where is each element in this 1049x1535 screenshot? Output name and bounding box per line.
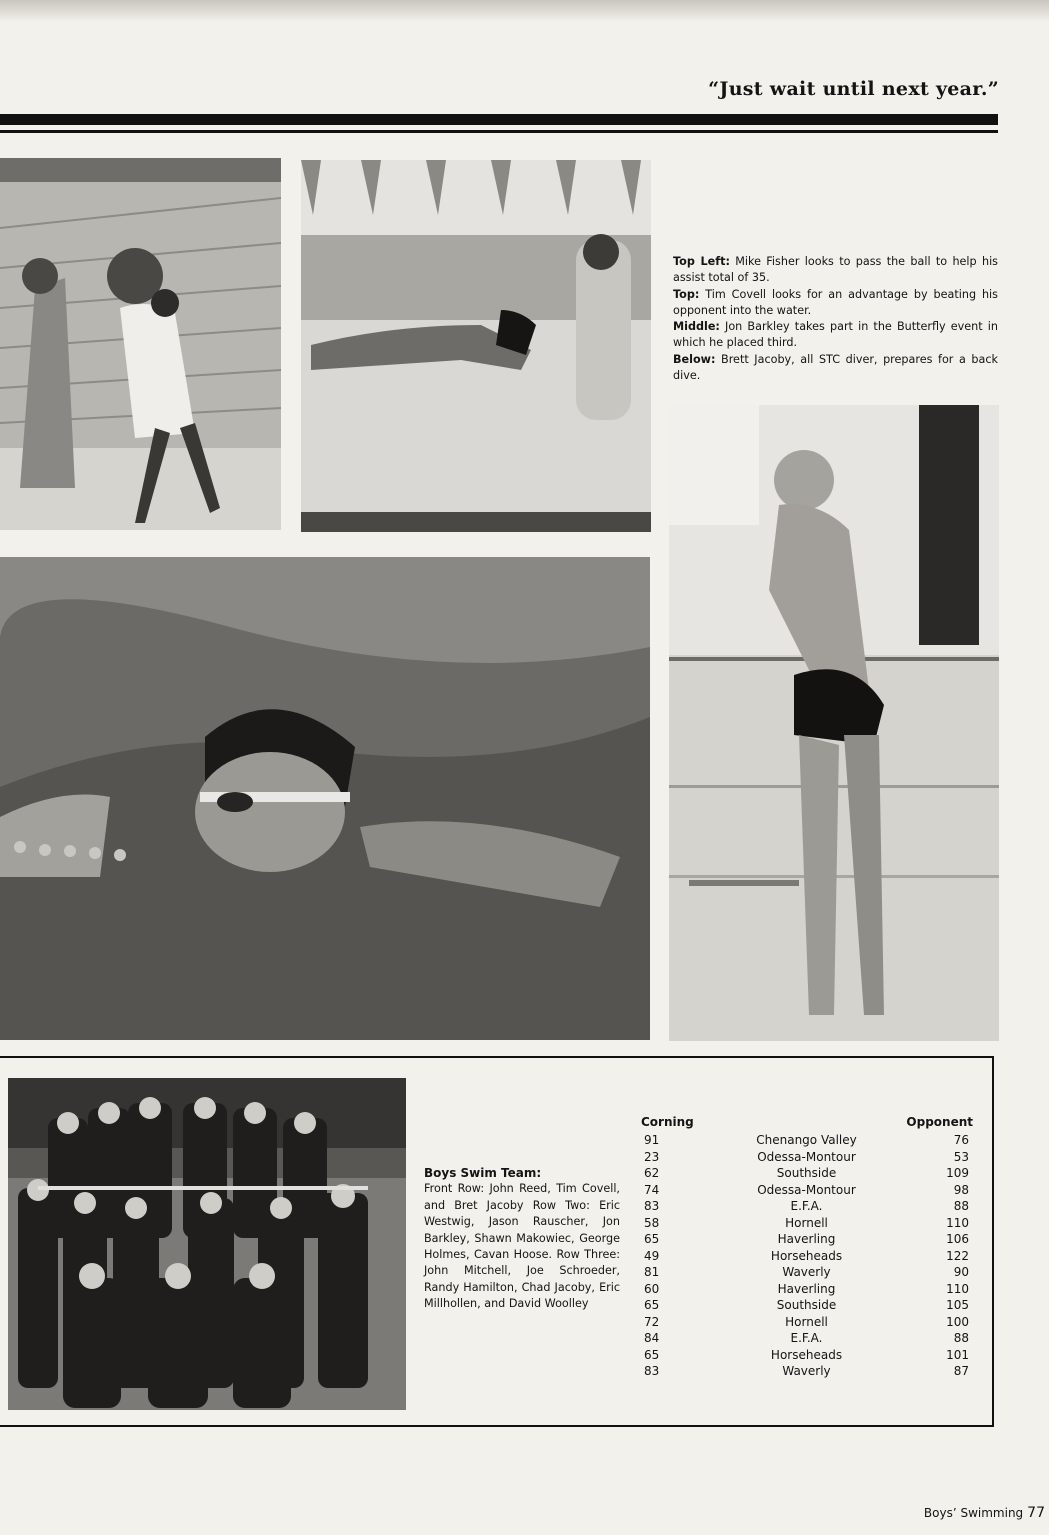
page-edge-shadow <box>0 0 1049 22</box>
opponent-name: Waverly <box>782 1265 831 1279</box>
corning-score: 84 <box>644 1331 660 1345</box>
opponent-name: E.F.A. <box>790 1331 823 1345</box>
opponent-name: Horseheads <box>770 1347 843 1362</box>
corning-score: 49 <box>644 1248 660 1263</box>
schedule-row <box>641 1231 973 1248</box>
opponent-name: Odessa-Montour <box>757 1149 856 1164</box>
schedule-row <box>641 1264 973 1281</box>
caption-text: Jon Barkley takes part in the Butterfly event in which he placed third. <box>673 320 998 350</box>
caption-top-left <box>673 254 998 287</box>
opponent-score: 105 <box>946 1298 969 1312</box>
opponent-score: 101 <box>946 1347 969 1362</box>
schedule-row <box>641 1248 973 1265</box>
schedule-row <box>641 1165 973 1182</box>
caption-label: Middle: <box>673 320 720 334</box>
page-headline: “Just wait until next year.” <box>708 78 999 100</box>
caption-text: Mike Fisher looks to pass the ball to help his assist total of 35. <box>673 255 999 285</box>
opponent-name: Waverly <box>782 1364 831 1378</box>
opponent-name: Southside <box>776 1298 837 1312</box>
schedule-row <box>641 1132 973 1149</box>
team-caption-text: Front Row: John Reed, Tim Covell, and Bret Jacoby Row Two: Eric Westwig, Jason Rauscher, Jon Barkley, Shawn Makowiec, George Holmes, Cavan Hoose. Row Three: John Mitchell, Joe Schroeder, Randy Hamilton, Chad Jacoby, Eric Millhollen, and David Woolley <box>424 1182 620 1311</box>
schedule-row <box>641 1297 973 1314</box>
opponent-score: 98 <box>953 1182 969 1197</box>
schedule-row <box>641 1314 973 1331</box>
opponent-score: 88 <box>953 1331 969 1345</box>
corning-score: 65 <box>644 1232 660 1246</box>
page-footer <box>924 1505 1045 1521</box>
opponent-name: Haverling <box>777 1281 836 1296</box>
schedule-row <box>641 1363 973 1380</box>
corning-score: 83 <box>644 1199 660 1213</box>
opponent-score: 100 <box>946 1314 969 1329</box>
dive-start-photo <box>301 160 651 532</box>
opponent-score: 109 <box>946 1166 969 1180</box>
corning-header: Corning <box>641 1115 694 1129</box>
caption-top <box>673 287 998 320</box>
opponent-score: 53 <box>953 1149 969 1164</box>
opponent-score: 110 <box>946 1281 969 1296</box>
opponent-header: Opponent <box>906 1115 973 1129</box>
caption-text: Brett Jacoby, all STC diver, prepares for a back dive. <box>673 352 998 383</box>
schedule-header <box>641 1115 973 1132</box>
schedule-row <box>641 1330 973 1347</box>
corning-score: 65 <box>644 1298 660 1312</box>
schedule-row <box>641 1215 973 1232</box>
caption-text: Tim Covell looks for an advantage by beating his opponent into the water. <box>673 287 998 317</box>
corning-score: 65 <box>644 1347 660 1362</box>
corning-score: 60 <box>644 1281 660 1296</box>
opponent-score: 88 <box>953 1199 969 1213</box>
opponent-score: 122 <box>946 1248 969 1263</box>
basketball-photo <box>0 158 281 530</box>
schedule-rows <box>641 1132 973 1380</box>
corning-score: 83 <box>644 1364 660 1378</box>
header-rule-thick <box>0 114 998 125</box>
opponent-score: 110 <box>946 1215 969 1230</box>
team-caption-title: Boys Swim Team: <box>424 1166 542 1180</box>
schedule-row <box>641 1182 973 1199</box>
schedule-row <box>641 1198 973 1215</box>
page-number: 77 <box>1027 1505 1045 1521</box>
schedule-table <box>641 1115 973 1380</box>
corning-score: 81 <box>644 1265 660 1279</box>
section-name: Boys’ Swimming <box>923 1506 1024 1520</box>
corning-score: 23 <box>644 1149 660 1164</box>
opponent-name: Southside <box>776 1166 837 1180</box>
caption-label: Top Left: <box>673 255 730 268</box>
opponent-name: Horseheads <box>770 1248 843 1263</box>
opponent-name: Hornell <box>785 1314 828 1329</box>
opponent-name: Odessa-Montour <box>757 1182 856 1197</box>
corning-score: 58 <box>644 1215 660 1230</box>
opponent-score: 90 <box>953 1265 969 1279</box>
opponent-score: 87 <box>953 1364 969 1378</box>
opponent-score: 106 <box>946 1232 969 1246</box>
schedule-row <box>641 1347 973 1364</box>
diver-photo <box>669 405 999 1041</box>
corning-score: 72 <box>644 1314 660 1329</box>
opponent-name: Haverling <box>777 1232 836 1246</box>
opponent-name: Chenango Valley <box>756 1133 857 1147</box>
caption-below <box>673 352 998 385</box>
opponent-name: Hornell <box>785 1215 828 1230</box>
butterfly-swimmer-photo <box>0 557 650 1040</box>
caption-label: Below: <box>673 352 716 366</box>
corning-score: 74 <box>644 1182 660 1197</box>
schedule-row <box>641 1149 973 1166</box>
photo-captions <box>673 254 998 384</box>
team-caption <box>424 1165 620 1313</box>
schedule-row <box>641 1281 973 1298</box>
caption-middle <box>673 319 998 352</box>
opponent-name: E.F.A. <box>790 1199 823 1213</box>
caption-label: Top: <box>673 287 700 301</box>
corning-score: 91 <box>644 1133 660 1147</box>
team-photo <box>8 1078 406 1410</box>
corning-score: 62 <box>644 1166 660 1180</box>
opponent-score: 76 <box>953 1133 969 1147</box>
header-rule-thin <box>0 130 998 133</box>
